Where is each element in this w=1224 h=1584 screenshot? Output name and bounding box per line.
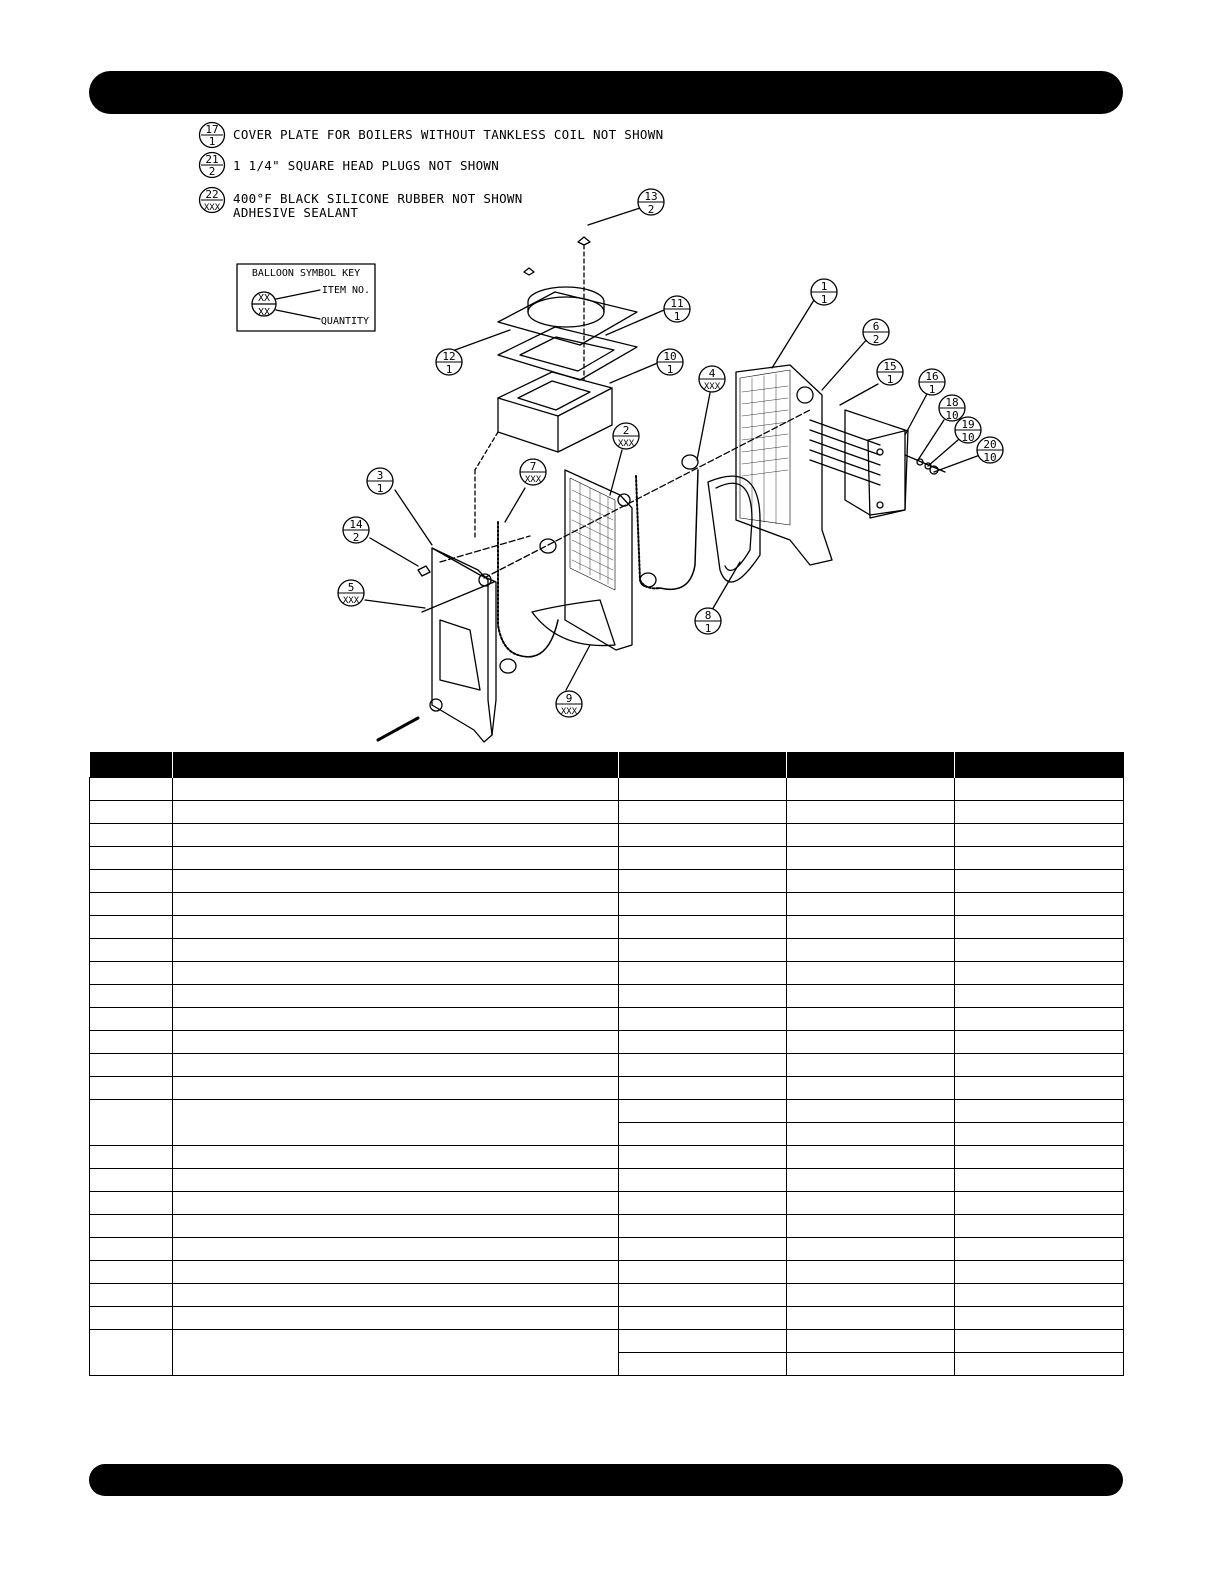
note-square-head-plugs: 1 1/4" SQUARE HEAD PLUGS NOT SHOWN xyxy=(233,158,500,173)
flue-collar-plate xyxy=(498,292,637,345)
screw-top xyxy=(578,237,590,245)
note-balloon-qty: XXX xyxy=(203,203,221,213)
balloon-qty: 2 xyxy=(872,333,880,346)
front-section xyxy=(432,548,492,742)
table-row xyxy=(90,1169,1124,1192)
balloon-7 xyxy=(520,459,546,485)
note-balloon-item: 17 xyxy=(205,123,219,136)
table-row xyxy=(90,1031,1124,1054)
balloon-11 xyxy=(664,296,690,323)
table-row xyxy=(90,962,1124,985)
note-balloon-item: 21 xyxy=(205,153,219,166)
balloon-item: 11 xyxy=(670,297,684,310)
table-header-cell xyxy=(173,752,619,778)
balloon-item: 2 xyxy=(622,424,630,437)
balloon-item: 4 xyxy=(708,367,716,380)
table-row xyxy=(90,1261,1124,1284)
balloon-item: 19 xyxy=(961,418,975,431)
footer-bar xyxy=(89,1464,1123,1496)
balloon-item: 7 xyxy=(529,460,537,473)
balloon-qty: 10 xyxy=(945,409,959,422)
balloon-item: 6 xyxy=(872,320,880,333)
balloon-qty: 1 xyxy=(820,293,828,306)
balloon-12 xyxy=(436,349,462,376)
balloon-qty: 1 xyxy=(928,383,936,396)
balloon-qty: 1 xyxy=(673,310,681,323)
balloon-item: 3 xyxy=(376,469,384,482)
note-silicone-rubber: 400°F BLACK SILICONE RUBBER NOT SHOWN xyxy=(233,191,523,206)
balloon-item: 12 xyxy=(442,350,456,363)
balloon-item: 8 xyxy=(704,609,712,622)
balloon-item: 14 xyxy=(349,518,363,531)
balloon-qty: XXX xyxy=(703,382,721,392)
note-balloon-qty: 1 xyxy=(208,135,216,148)
balloon-qty: XXX xyxy=(524,475,542,485)
balloon-qty: 1 xyxy=(376,482,384,495)
intermediate-section xyxy=(565,470,632,650)
balloon-qty: 1 xyxy=(666,363,674,376)
gasket xyxy=(498,327,637,380)
table-row xyxy=(90,1077,1124,1100)
balloon-key-top: XX xyxy=(257,293,271,304)
balloon-qty: 1 xyxy=(886,373,894,386)
combustion-chamber-part xyxy=(532,600,615,646)
balloon-15 xyxy=(877,359,903,386)
table-row xyxy=(90,801,1124,824)
balloon-5 xyxy=(338,580,364,606)
table-row xyxy=(90,1284,1124,1307)
balloon-item: 15 xyxy=(883,360,897,373)
table-header-cell xyxy=(90,752,173,778)
table-header-cell xyxy=(787,752,955,778)
balloon-2 xyxy=(613,423,639,449)
balloon-item: 10 xyxy=(663,350,677,363)
table-row xyxy=(90,985,1124,1008)
balloon-9 xyxy=(556,691,582,717)
balloon-item: 5 xyxy=(347,581,355,594)
table-header-cell xyxy=(955,752,1124,778)
table-row xyxy=(90,1192,1124,1215)
balloon-item: 1 xyxy=(820,280,828,293)
balloon-10 xyxy=(657,349,683,376)
balloon-qty: 10 xyxy=(961,431,975,444)
balloon-qty: 10 xyxy=(983,451,997,464)
balloon-key-title: BALLOON SYMBOL KEY xyxy=(251,268,361,279)
table-row xyxy=(90,1100,1124,1123)
balloon-qty: XXX xyxy=(617,439,635,449)
note-cover-plate: COVER PLATE FOR BOILERS WITHOUT TANKLESS COIL NOT SHOWN xyxy=(233,127,664,142)
balloon-qty: 1 xyxy=(445,363,453,376)
balloon-item: 13 xyxy=(644,190,658,203)
table-row xyxy=(90,1238,1124,1261)
balloon-6 xyxy=(863,319,889,346)
balloon-qty: 2 xyxy=(647,203,655,216)
balloon-13 xyxy=(638,189,664,216)
balloon-8 xyxy=(695,608,721,635)
exploded-diagram xyxy=(0,0,1224,760)
table-row xyxy=(90,778,1124,801)
balloon-item: 16 xyxy=(925,370,939,383)
balloon-qty: 1 xyxy=(704,622,712,635)
table-row xyxy=(90,1307,1124,1330)
table-row xyxy=(90,893,1124,916)
balloon-item: 20 xyxy=(983,438,997,451)
table-row xyxy=(90,1008,1124,1031)
table-row xyxy=(90,1330,1124,1353)
balloon-key-qty-label: QUANTITY xyxy=(320,316,370,327)
balloon-key-item-label: ITEM NO. xyxy=(321,285,371,296)
balloon-qty: 2 xyxy=(352,531,360,544)
balloon-item: 18 xyxy=(945,396,959,409)
table-row xyxy=(90,1146,1124,1169)
balloon-19 xyxy=(955,417,981,444)
table-header-row xyxy=(90,752,1124,778)
balloon-qty: XXX xyxy=(342,596,360,606)
table-row xyxy=(90,1215,1124,1238)
balloon-key-bottom: XX xyxy=(257,307,271,318)
note-balloon-qty: 2 xyxy=(208,165,216,178)
table-row xyxy=(90,824,1124,847)
table-row xyxy=(90,939,1124,962)
table-row xyxy=(90,1054,1124,1077)
balloon-20 xyxy=(977,437,1003,464)
table-row xyxy=(90,870,1124,893)
table-row xyxy=(90,916,1124,939)
note-balloon-item: 22 xyxy=(205,188,219,201)
balloon-3 xyxy=(367,468,393,495)
table-row xyxy=(90,847,1124,870)
balloon-item: 9 xyxy=(565,692,573,705)
table-header-cell xyxy=(619,752,787,778)
parts-table xyxy=(89,752,1124,1376)
balloon-qty: XXX xyxy=(560,707,578,717)
balloon-16 xyxy=(919,369,945,396)
balloon-1 xyxy=(811,279,837,306)
note-adhesive-sealant: ADHESIVE SEALANT xyxy=(233,205,359,220)
balloon-14 xyxy=(343,517,369,544)
balloon-4 xyxy=(699,366,725,392)
